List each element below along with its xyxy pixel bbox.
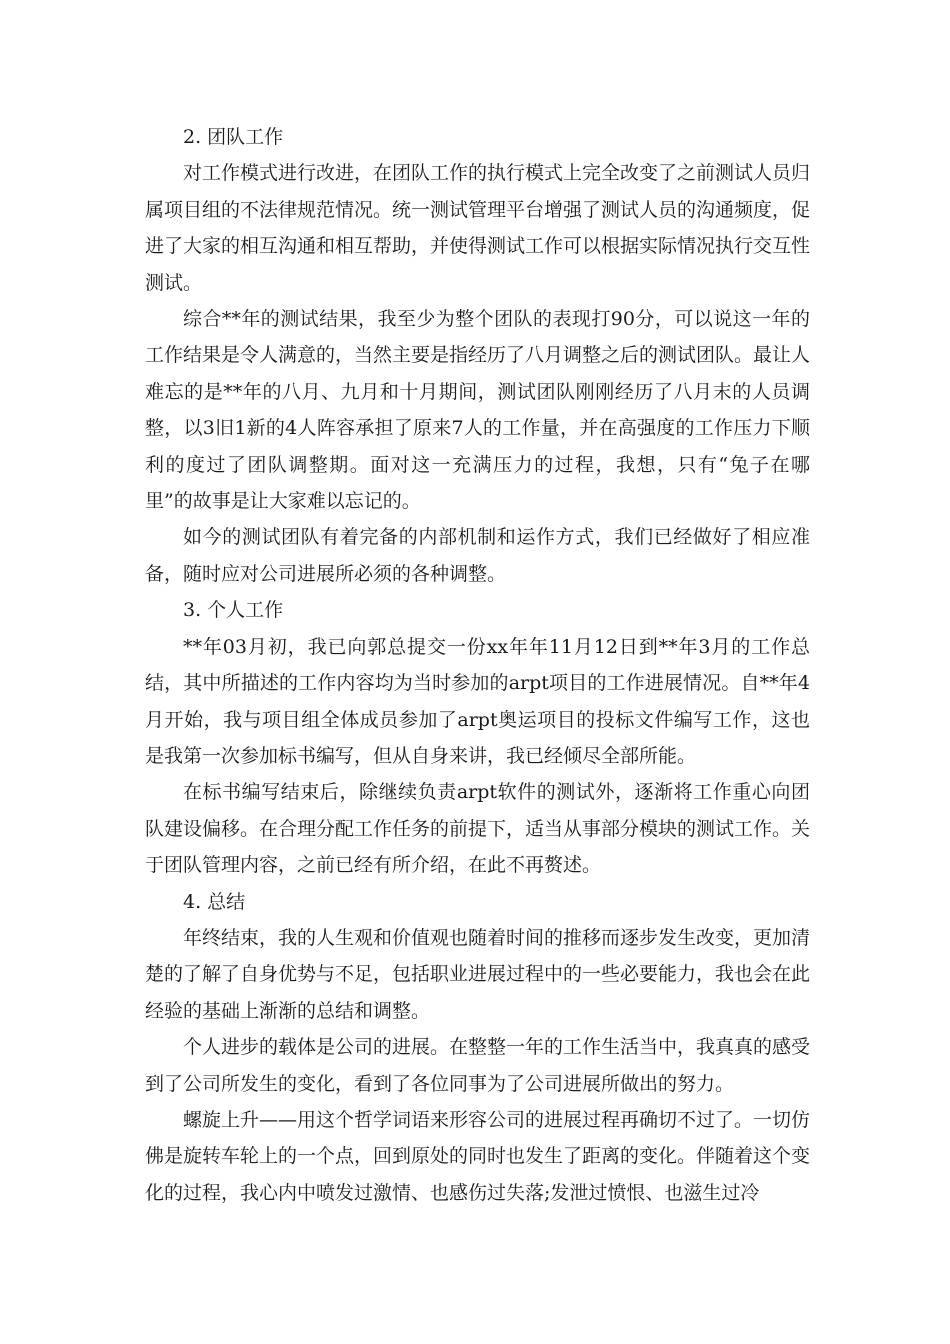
paragraph-work-mode: 对工作模式进行改进，在团队工作的执行模式上完全改变了之前测试人员归属项目组的不法律规范情况。统一测试管理平台增强了测试人员的沟通频度，促进了大家的相互沟通和相互帮助，并使得测试工作可以根据实际情况执行交互性测试。 [145, 162, 811, 294]
document-body [145, 119, 810, 1211]
paragraph-test-results: 综合**年的测试结果，我至少为整个团队的表现打90分，可以说这一年的工作结果是令人满意的，当然主要是指经历了八月调整之后的测试团队。最让人难忘的是**年的八月、九月和十月期间，测试团队刚刚经历了八月末的人员调整，以3旧1新的4人阵容承担了原来7人的工作量，并在高强度的工作压力下顺利的度过了团队调整期。面对这一充满压力的过程，我想，只有“兔子在哪里”的故事是让大家难以忘记的。 [145, 308, 811, 513]
paragraph-team-building: 在标书编写结束后，除继续负责arpt软件的测试外，逐渐将工作重心向团队建设偏移。在合理分配工作任务的前提下，适当从事部分模块的测试工作。关于团队管理内容，之前已经有所介绍，在此不再赘述。 [145, 781, 811, 877]
paragraph-team-mechanism: 如今的测试团队有着完备的内部机制和运作方式，我们已经做好了相应准备，随时应对公司进展所必须的各种调整。 [145, 526, 810, 585]
section-heading-team-work: 2. 团队工作 [183, 126, 284, 148]
paragraph-spiral-rise: 螺旋上升——用这个哲学词语来形容公司的进展过程再确切不过了。一切仿佛是旋转车轮上的一个点，回到原处的同时也发生了距离的变化。伴随着这个变化的过程，我心内中喷发过激情、也感伤过失落;发泄过愤恨、也滋生过冷 [145, 1108, 811, 1204]
paragraph-company-progress: 个人进步的载体是公司的进展。在整整一年的工作生活当中，我真真的感受到了公司所发生的变化，看到了各位同事为了公司进展所做出的努力。 [145, 1036, 811, 1095]
section-heading-summary: 4. 总结 [183, 890, 246, 913]
paragraph-work-summary: **年03月初，我已向郭总提交一份xx年年11月12日到**年3月的工作总结，其中所描述的工作内容均为当时参加的arpt项目的工作进展情况。自**年4月开始，我与项目组全体成员参加了arpt奥运项目的投标文件编写工作，这也是我第一次参加标书编写，但从自身来讲，我已经倾尽全部所能。 [145, 635, 810, 767]
paragraph-year-end: 年终结束，我的人生观和价值观也随着时间的推移而逐步发生改变，更加清楚的了解了自身优势与不足，包括职业进展过程中的一些必要能力，我也会在此经验的基础上渐渐的总结和调整。 [145, 926, 811, 1022]
section-heading-personal-work: 3. 个人工作 [183, 599, 284, 622]
